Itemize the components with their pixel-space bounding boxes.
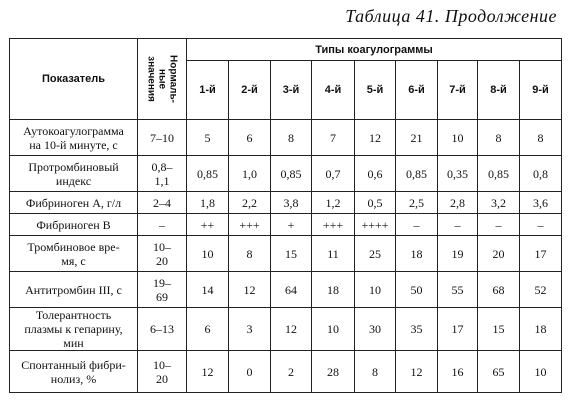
header-norm-label: Нормаль- ные значения <box>145 55 179 103</box>
cell-type-4: 11 <box>312 236 355 272</box>
cell-type-9: 8 <box>520 120 562 156</box>
row-norm: 19– 69 <box>138 272 187 308</box>
cell-type-5: 0,5 <box>355 192 396 214</box>
cell-type-7: 19 <box>438 236 478 272</box>
cell-type-4: 28 <box>312 351 355 393</box>
row-norm: – <box>138 214 187 236</box>
row-norm: 10– 20 <box>138 351 187 393</box>
cell-type-6: 50 <box>396 272 438 308</box>
header-indicator: Показатель <box>10 39 138 120</box>
cell-type-8: 0,85 <box>478 156 520 192</box>
cell-type-9: 52 <box>520 272 562 308</box>
cell-type-6: – <box>396 214 438 236</box>
table-body <box>10 120 562 393</box>
cell-type-7: 16 <box>438 351 478 393</box>
table-caption: Таблица 41. Продолжение <box>345 6 557 26</box>
table-row <box>10 214 562 236</box>
cell-type-6: 35 <box>396 308 438 351</box>
cell-type-9: 17 <box>520 236 562 272</box>
cell-type-1: 1,8 <box>187 192 229 214</box>
header-type-8: 8-й <box>478 61 520 120</box>
header-type-4: 4-й <box>312 61 355 120</box>
cell-type-6: 21 <box>396 120 438 156</box>
cell-type-1: 14 <box>187 272 229 308</box>
cell-type-6: 12 <box>396 351 438 393</box>
cell-type-1: 12 <box>187 351 229 393</box>
header-row-1 <box>10 39 562 61</box>
cell-type-7: 10 <box>438 120 478 156</box>
cell-type-3: 3,8 <box>271 192 312 214</box>
cell-type-6: 2,5 <box>396 192 438 214</box>
row-label: Фибриноген А, г/л <box>10 192 138 214</box>
cell-type-5: ++++ <box>355 214 396 236</box>
header-type-3: 3-й <box>271 61 312 120</box>
table-row <box>10 120 562 156</box>
cell-type-2: 3 <box>229 308 271 351</box>
cell-type-7: 55 <box>438 272 478 308</box>
cell-type-9: 3,6 <box>520 192 562 214</box>
cell-type-1: ++ <box>187 214 229 236</box>
cell-type-1: 6 <box>187 308 229 351</box>
cell-type-3: + <box>271 214 312 236</box>
cell-type-3: 64 <box>271 272 312 308</box>
row-label: Фибриноген В <box>10 214 138 236</box>
cell-type-1: 0,85 <box>187 156 229 192</box>
cell-type-8: 20 <box>478 236 520 272</box>
header-type-2: 2-й <box>229 61 271 120</box>
cell-type-8: 8 <box>478 120 520 156</box>
cell-type-6: 18 <box>396 236 438 272</box>
cell-type-5: 30 <box>355 308 396 351</box>
row-norm: 10– 20 <box>138 236 187 272</box>
cell-type-5: 8 <box>355 351 396 393</box>
cell-type-3: 0,85 <box>271 156 312 192</box>
cell-type-2: 1,0 <box>229 156 271 192</box>
table-row <box>10 236 562 272</box>
cell-type-8: 65 <box>478 351 520 393</box>
cell-type-5: 25 <box>355 236 396 272</box>
header-type-1: 1-й <box>187 61 229 120</box>
row-norm: 6–13 <box>138 308 187 351</box>
table-row <box>10 192 562 214</box>
header-type-9: 9-й <box>520 61 562 120</box>
header-type-7: 7-й <box>438 61 478 120</box>
cell-type-7: – <box>438 214 478 236</box>
table-row <box>10 351 562 393</box>
row-label: Толерантность плазмы к гепарину, мин <box>10 308 138 351</box>
cell-type-5: 10 <box>355 272 396 308</box>
table-row <box>10 308 562 351</box>
header-type-5: 5-й <box>355 61 396 120</box>
row-label: Антитромбин III, с <box>10 272 138 308</box>
cell-type-4: 7 <box>312 120 355 156</box>
cell-type-9: 0,8 <box>520 156 562 192</box>
cell-type-3: 2 <box>271 351 312 393</box>
cell-type-2: +++ <box>229 214 271 236</box>
cell-type-7: 0,35 <box>438 156 478 192</box>
row-norm: 7–10 <box>138 120 187 156</box>
cell-type-2: 6 <box>229 120 271 156</box>
cell-type-1: 5 <box>187 120 229 156</box>
row-norm: 2–4 <box>138 192 187 214</box>
row-label: Тромбиновое вре- мя, с <box>10 236 138 272</box>
cell-type-3: 15 <box>271 236 312 272</box>
cell-type-2: 2,2 <box>229 192 271 214</box>
cell-type-4: 10 <box>312 308 355 351</box>
table-row <box>10 272 562 308</box>
row-norm: 0,8– 1,1 <box>138 156 187 192</box>
cell-type-1: 10 <box>187 236 229 272</box>
cell-type-9: – <box>520 214 562 236</box>
header-type-6: 6-й <box>396 61 438 120</box>
coagulogram-table <box>9 38 562 393</box>
cell-type-9: 10 <box>520 351 562 393</box>
cell-type-3: 8 <box>271 120 312 156</box>
cell-type-2: 12 <box>229 272 271 308</box>
row-label: Аутокоагулограмма на 10-й минуте, с <box>10 120 138 156</box>
cell-type-4: 1,2 <box>312 192 355 214</box>
cell-type-5: 0,6 <box>355 156 396 192</box>
cell-type-3: 12 <box>271 308 312 351</box>
cell-type-9: 18 <box>520 308 562 351</box>
row-label: Спонтанный фибри- нолиз, % <box>10 351 138 393</box>
cell-type-7: 2,8 <box>438 192 478 214</box>
cell-type-8: 3,2 <box>478 192 520 214</box>
table-row <box>10 156 562 192</box>
cell-type-4: 18 <box>312 272 355 308</box>
cell-type-5: 12 <box>355 120 396 156</box>
cell-type-8: 15 <box>478 308 520 351</box>
cell-type-4: 0,7 <box>312 156 355 192</box>
header-types: Типы коагулограммы <box>187 39 562 61</box>
cell-type-8: 68 <box>478 272 520 308</box>
cell-type-8: – <box>478 214 520 236</box>
cell-type-7: 17 <box>438 308 478 351</box>
cell-type-4: +++ <box>312 214 355 236</box>
cell-type-2: 0 <box>229 351 271 393</box>
row-label: Протромбиновый индекс <box>10 156 138 192</box>
cell-type-6: 0,85 <box>396 156 438 192</box>
header-norm <box>138 39 187 120</box>
cell-type-2: 8 <box>229 236 271 272</box>
